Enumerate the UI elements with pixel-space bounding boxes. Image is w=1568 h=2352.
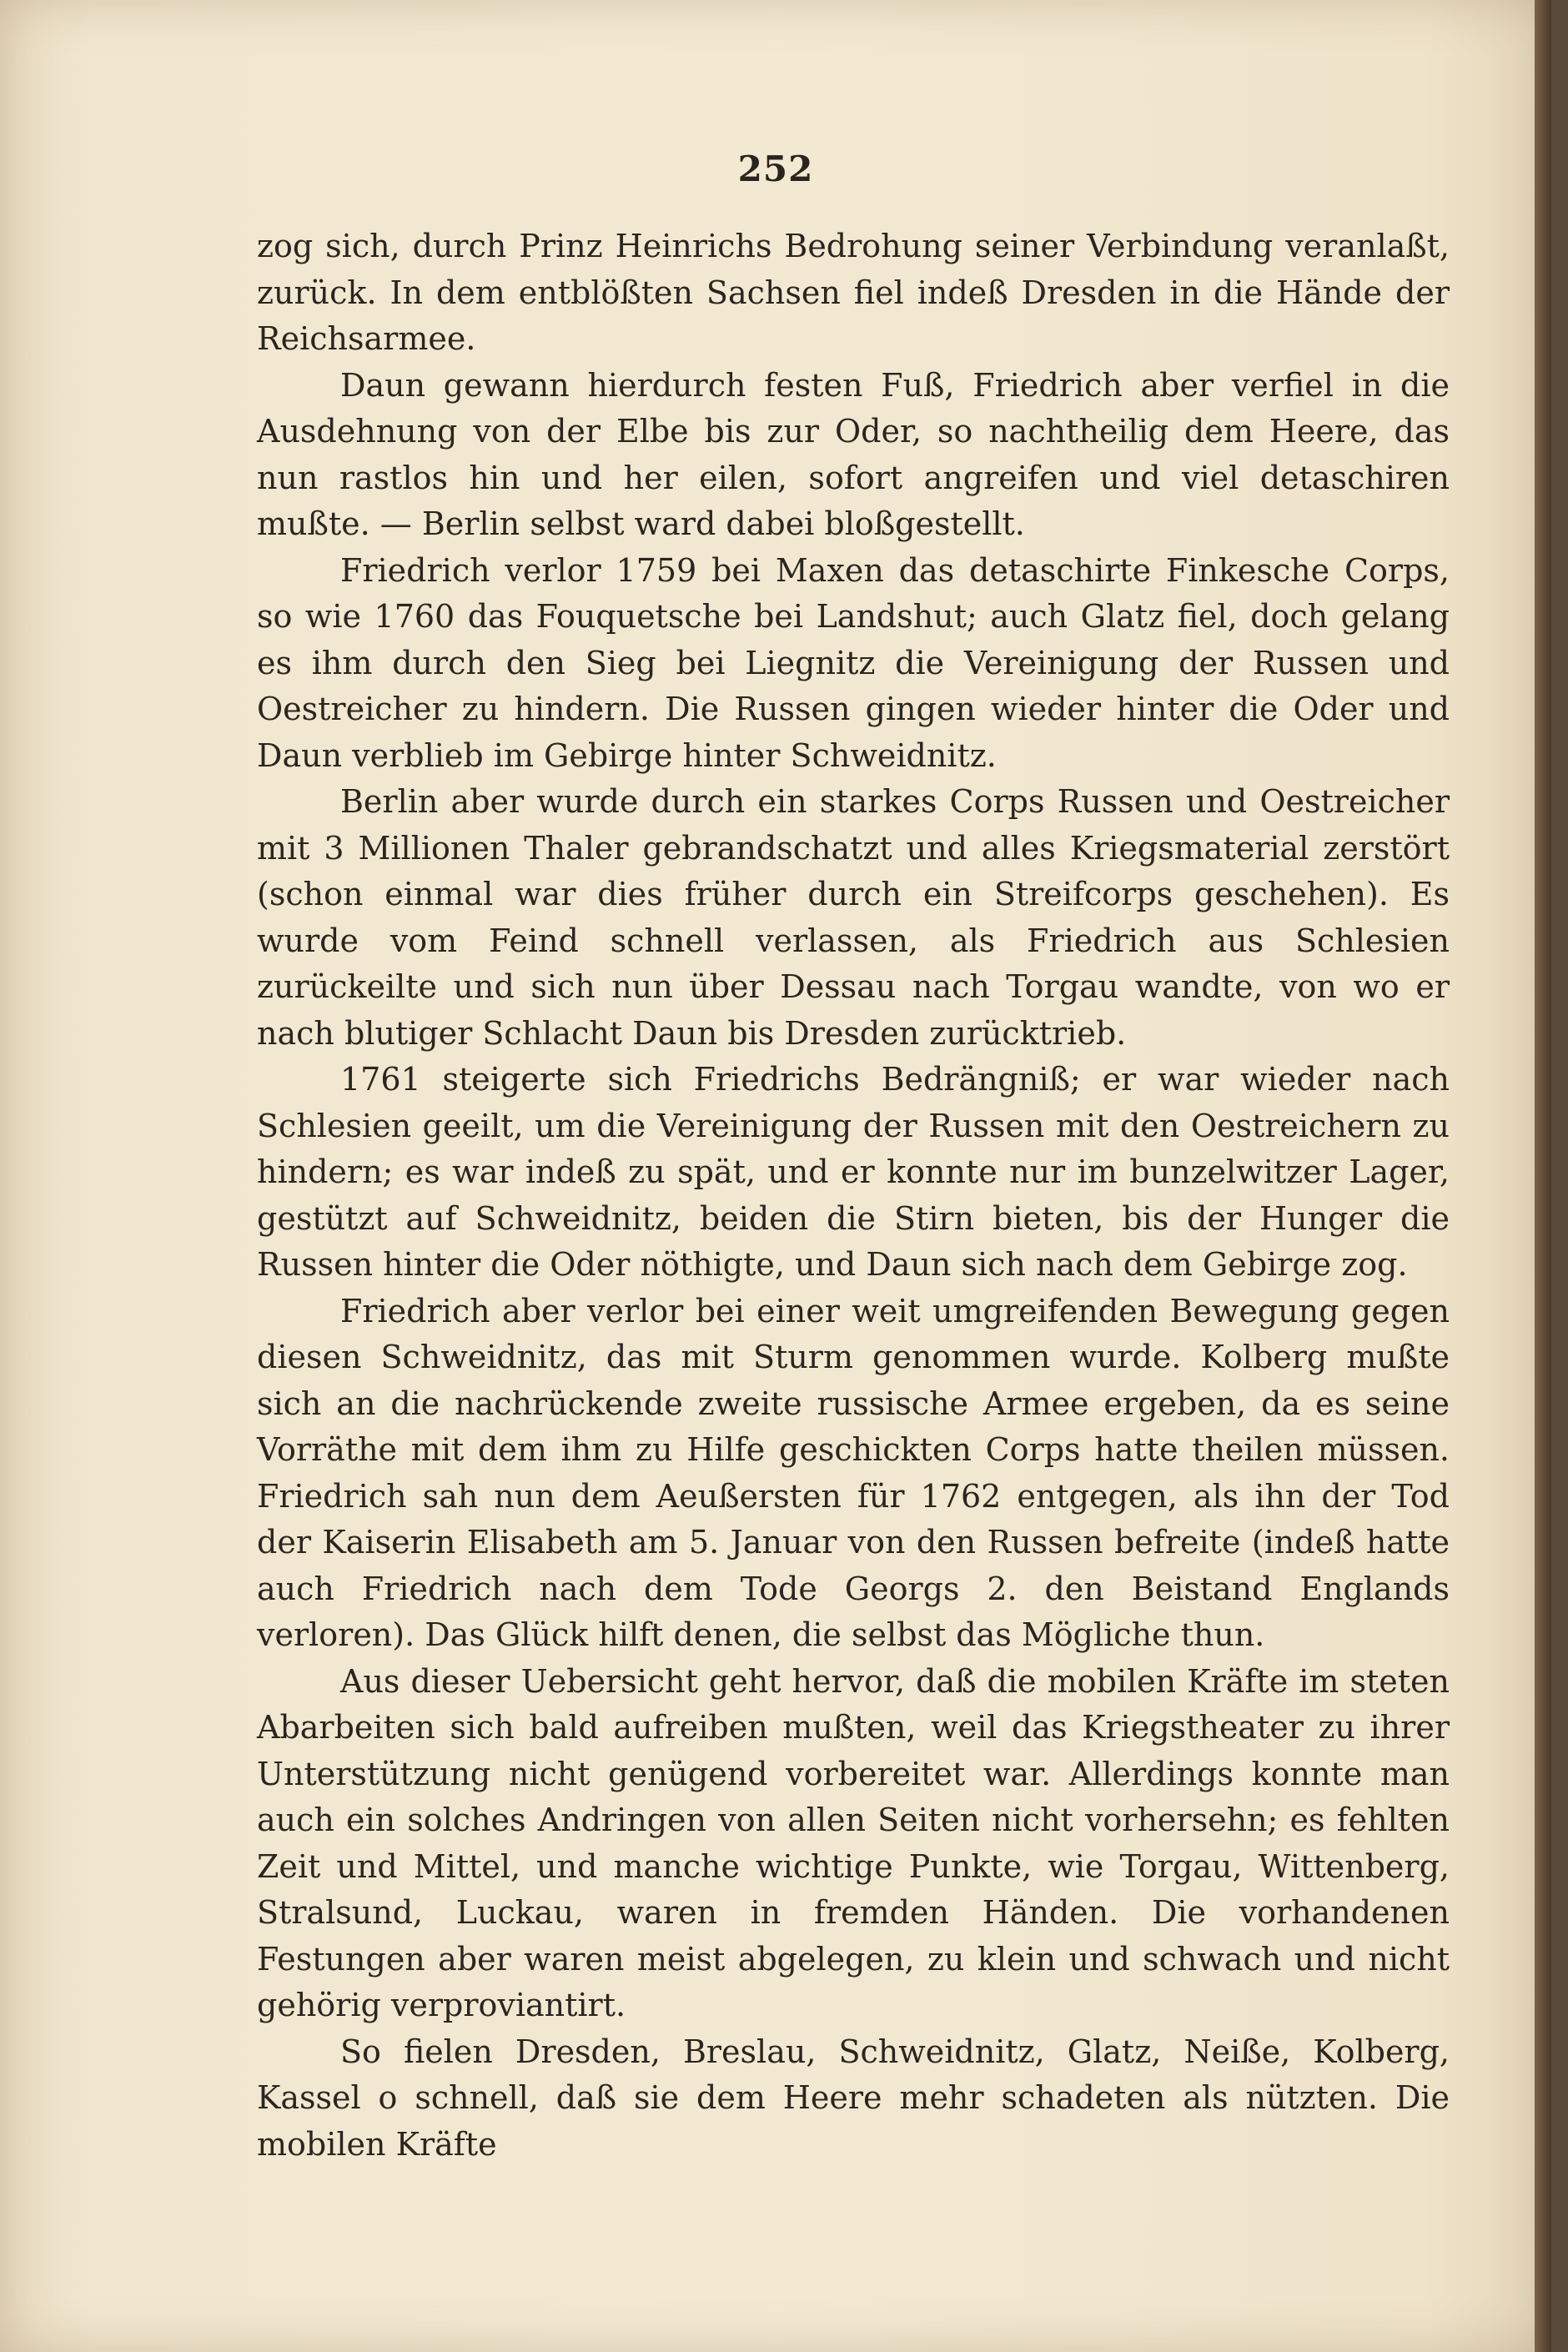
paragraph-4: Berlin aber wurde durch ein starkes Corps Russen und Oestreicher mit 3 Millionen Thaler gebrandschatzt und alles Kriegsmaterial zerstört (schon einmal war dies früher durch ein Streifcorps geschehen). Es wurde vom Feind schnell verlassen, als Friedrich aus Schlesien zurückeilte und sich nun über Dessau nach Torgau wandte, von wo er nach blutiger Schlacht Daun bis Dresden zurücktrieb.	[257, 783, 1450, 1052]
paragraph-7: Aus dieser Uebersicht geht hervor, daß die mobilen Kräfte im steten Abarbeiten sich bald aufreiben mußten, weil das Kriegstheater zu ihrer Unterstützung nicht genügend vorbereitet war. Allerdings konnte man auch ein solches Andringen von allen Seiten nicht vorhersehn; es fehlten Zeit und Mittel, und manche wichtige Punkte, wie Torgau, Wittenberg, Stralsund, Luckau, waren in fremden Händen. Die vorhandenen Festungen aber waren meist abgelegen, zu klein und schwach und nicht gehörig verproviantirt.	[257, 1662, 1450, 2023]
paragraph-6: Friedrich aber verlor bei einer weit umgreifenden Bewegung gegen diesen Schweidnitz, das mit Sturm genommen wurde. Kolberg mußte sich an die nachrückende zweite russische Armee ergeben, da es seine Vorräthe mit dem ihm zu Hilfe geschickten Corps hatte theilen müssen. Friedrich sah nun dem Aeußersten für 1762 entgegen, als ihn der Tod der Kaiserin Elisabeth am 5. Januar von den Russen befreite (indeß hatte auch Friedrich nach dem Tode Georgs 2. den Beistand Englands verloren). Das Glück hilft denen, die selbst das Mögliche thun.	[257, 1292, 1450, 1653]
page-number: 252	[737, 148, 814, 189]
paragraph-1: zog sich, durch Prinz Heinrichs Bedrohung seiner Verbindung veranlaßt, zurück. In dem entblößten Sachsen fiel indeß Dresden in die Hände der Reichsarmee.	[257, 228, 1450, 357]
paragraph-3: Friedrich verlor 1759 bei Maxen das detaschirte Finkesche Corps, so wie 1760 das Fouquetsche bei Landshut; auch Glatz fiel, doch gelang es ihm durch den Sieg bei Liegnitz die Vereinigung der Russen und Oestreicher zu hindern. Die Russen gingen wieder hinter die Oder und Daun verblieb im Gebirge hinter Schweidnitz.	[257, 551, 1450, 774]
paragraph-5: 1761 steigerte sich Friedrichs Bedrängniß; er war wieder nach Schlesien geeilt, um die Vereinigung der Russen mit den Oestreichern zu hindern; es war indeß zu spät, und er konnte nur im bunzelwitzer Lager, gestützt auf Schweidnitz, beiden die Stirn bieten, bis der Hunger die Russen hinter die Oder nöthigte, und Daun sich nach dem Gebirge zog.	[257, 1061, 1450, 1283]
paragraph-8: So fielen Dresden, Breslau, Schweidnitz, Glatz, Neiße, Kolberg, Kassel o schnell, daß sie dem Heere mehr schadeten als nützten. Die mobilen Kräfte	[257, 2033, 1450, 2163]
body-text	[257, 224, 1450, 2168]
paragraph-2: Daun gewann hierdurch festen Fuß, Friedrich aber verfiel in die Ausdehnung von der Elbe bis zur Oder, so nachtheilig dem Heere, das nun rastlos hin und her eilen, sofort angreifen und viel detaschiren mußte. — Berlin selbst ward dabei bloßgestellt.	[257, 366, 1450, 542]
page-edge	[1535, 0, 1551, 2352]
